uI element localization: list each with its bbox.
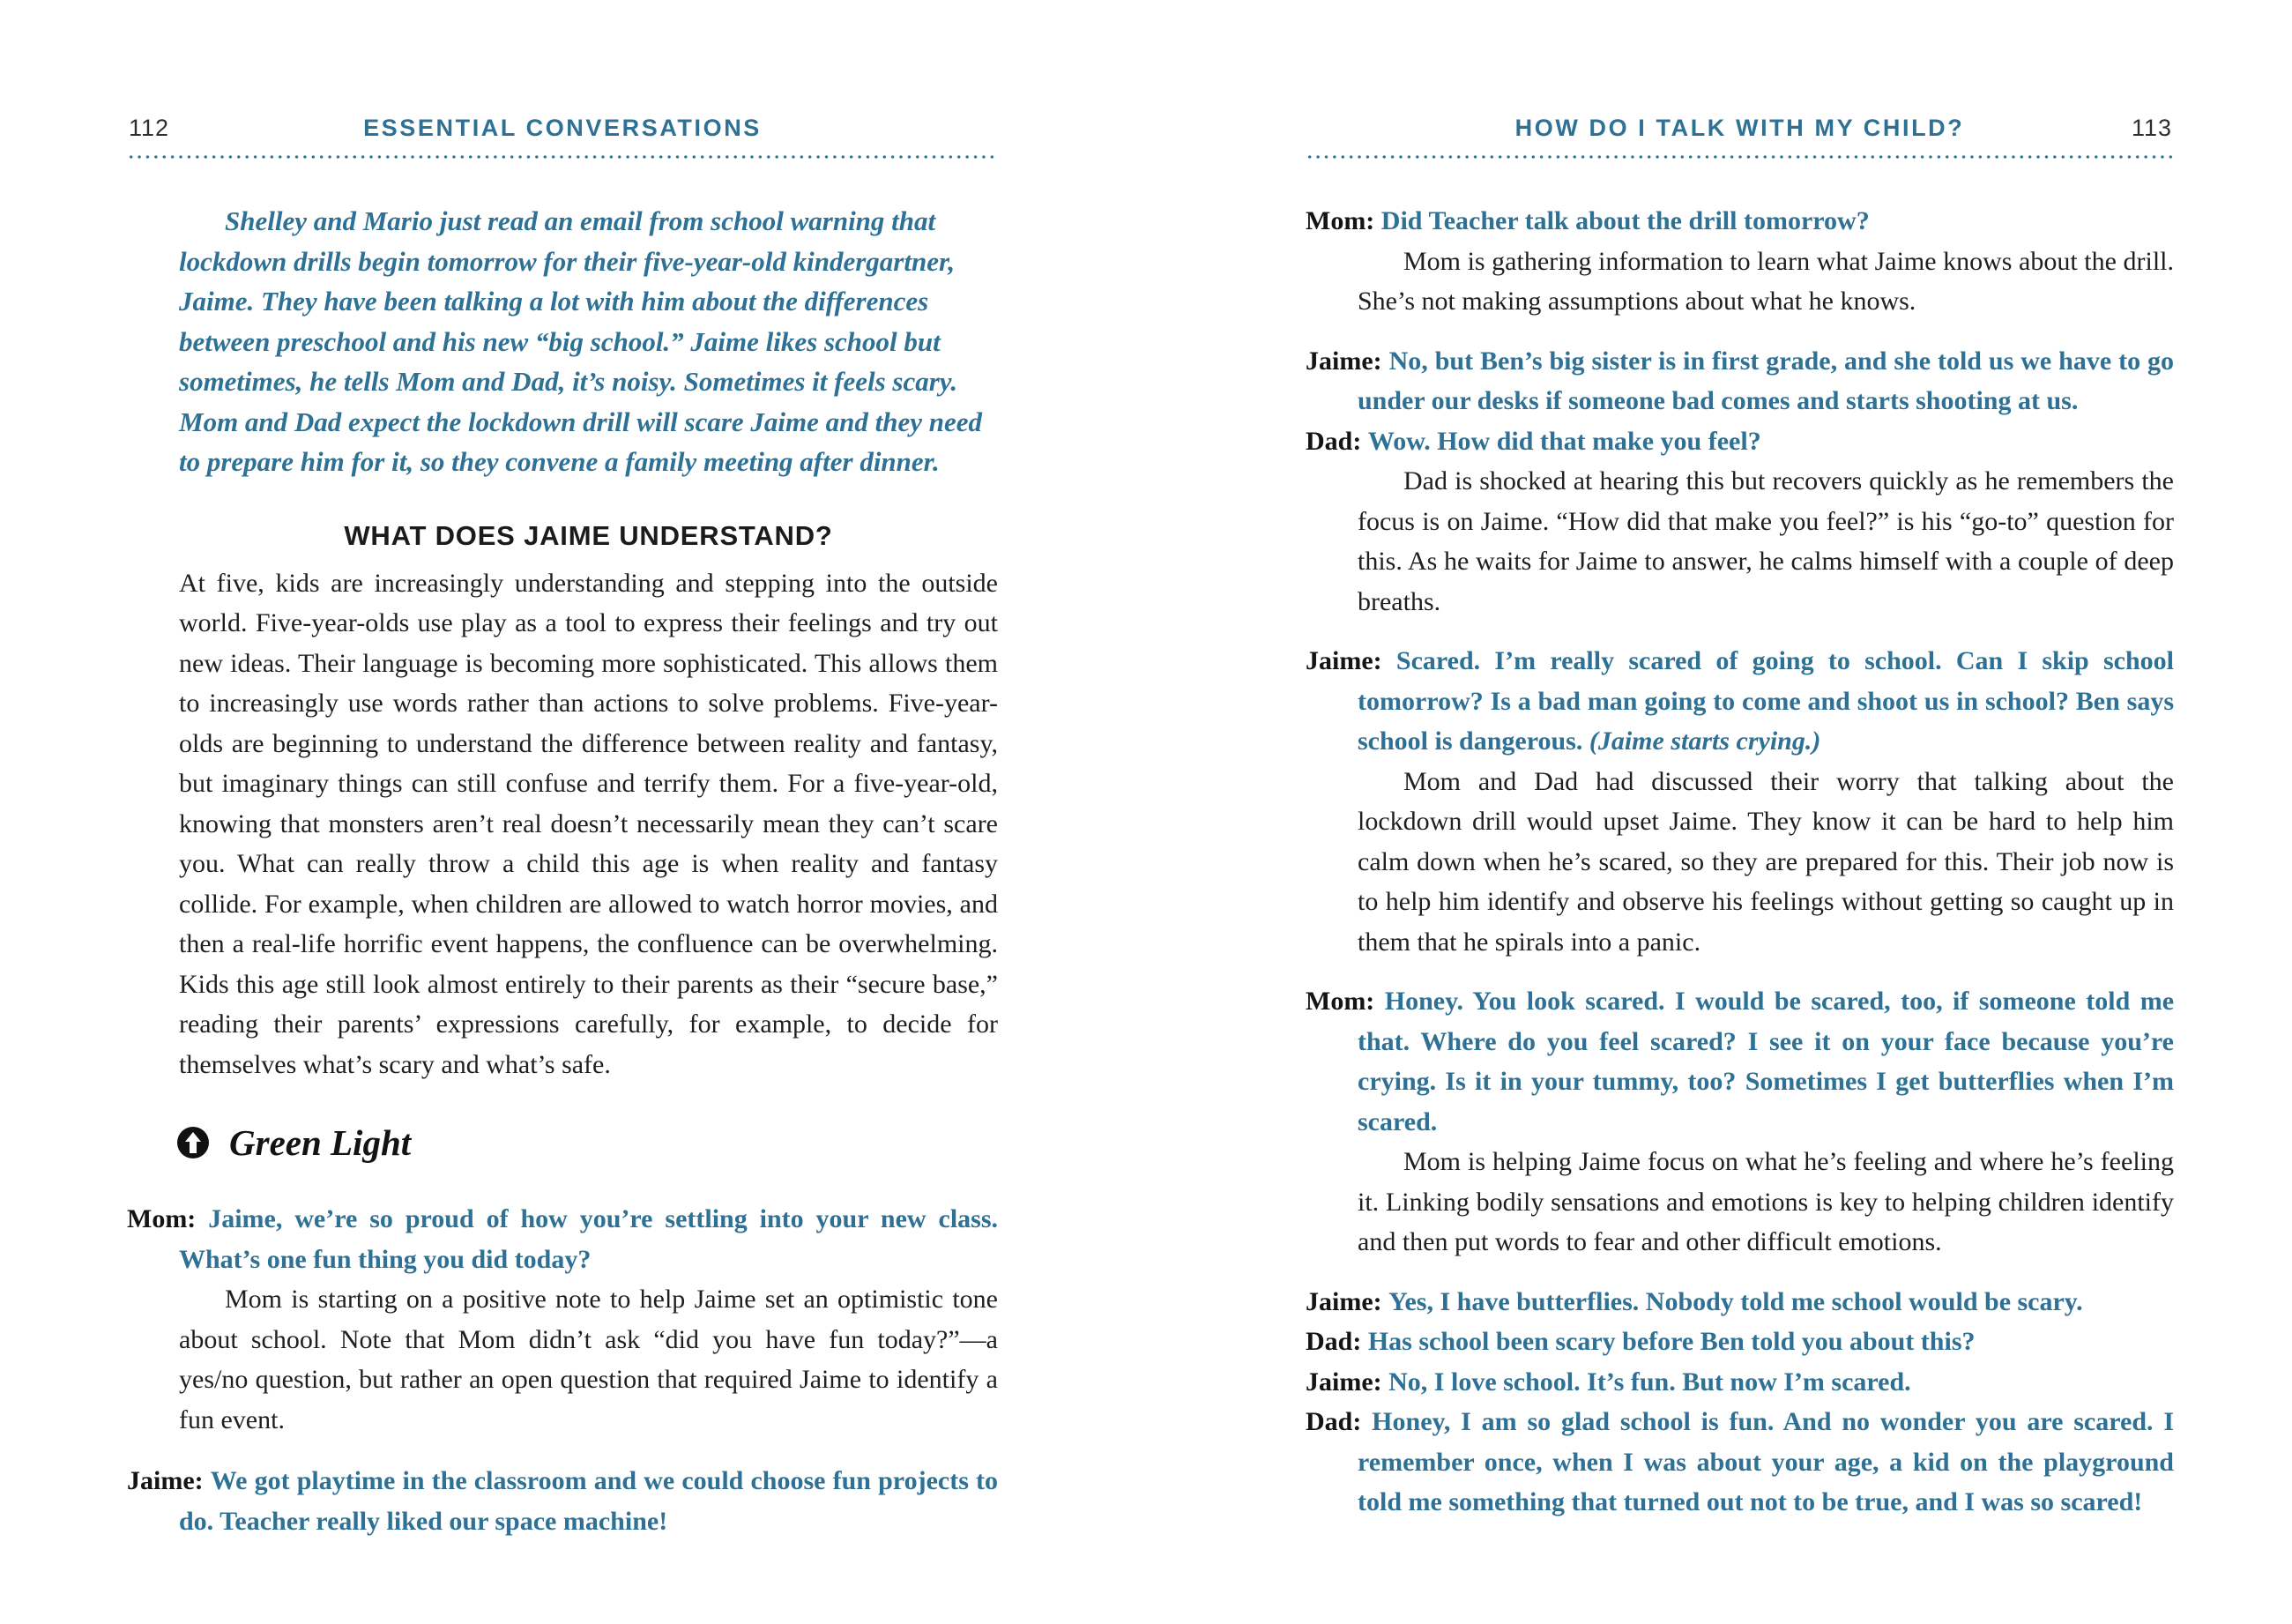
dialogue-line [127, 1199, 998, 1279]
stage-direction: (Jaime starts crying.) [1589, 726, 1821, 756]
dialogue-text: We got playtime in the classroom and we could choose fun projects to do. Teacher really liked our space machine! [179, 1466, 998, 1536]
speaker-label: Jaime: [1306, 1367, 1382, 1397]
dialogue-line [1306, 201, 2174, 242]
dialogue-text: Yes, I have butterflies. Nobody told me school would be scary. [1388, 1286, 2083, 1316]
text-column [1306, 0, 2174, 1523]
speaker-label: Jaime: [127, 1466, 204, 1495]
speaker-label: Jaime: [1306, 346, 1382, 376]
dialogue-text: No, I love school. It’s fun. But now I’m scared. [1388, 1367, 1911, 1397]
dialogue-text: Wow. How did that make you feel? [1367, 426, 1761, 456]
dialogue-text: Jaime, we’re so proud of how you’re settling into your new class. What’s one fun thing you did today? [179, 1204, 999, 1274]
dialogue-note: Mom is starting on a positive note to help Jaime set an optimistic tone about school. Note that Mom didn’t ask “did you have fun today?”—a yes/no question, but rather an open question that required Jaime to identify a fun event. [179, 1285, 998, 1434]
green-light-heading [176, 1121, 998, 1164]
dialogue-line [1306, 641, 2174, 762]
dialogue-line [1306, 981, 2174, 1142]
speaker-label: Jaime: [1306, 646, 1382, 675]
speaker-label: Jaime: [1306, 1286, 1382, 1316]
page-number: 112 [129, 115, 170, 141]
speaker-label: Mom: [1306, 206, 1375, 235]
dialogue-note: Mom and Dad had discussed their worry that talking about the lockdown drill would upset Jaime. They know it can be hard to help him calm down when he’s scared, so they are prepared for this. Their job now is to help him identify and observe his feelings without getting so caught up in them that he spirals into a panic. [1358, 766, 2174, 957]
dialogue-line [1306, 1402, 2174, 1523]
body-paragraph: At five, kids are increasingly understanding and stepping into the outside world. Five-year-olds use play as a tool to express their feelings and try out new ideas. Their language is becoming more sophisticated. This allows them to increasingly use words rather than actions to solve problems. Five-year-olds are beginning to understand the difference between reality and fantasy, but imaginary things can still confuse and terrify them. For a five-year-old, knowing that monsters aren’t real doesn’t necessarily mean they can’t scare you. What can really throw a child this age is when reality and fantasy collide. For example, when children are allowed to watch horror movies, and then a real-life horrific event happens, the confluence can be overwhelming. Kids this age still look almost entirely to their parents as their “secure base,” reading their parents’ expressions carefully, for example, to decide for themselves what’s scary and what’s safe. [179, 568, 998, 1079]
dialogue-note: Mom is helping Jaime focus on what he’s feeling and where he’s feeling it. Linking bodily sensations and emotions is key to helping children identify and then put words to fear and other difficult emotions. [1358, 1147, 2174, 1256]
scenario-intro: Shelley and Mario just read an email from school warning that lockdown drills begin tomorrow for their five-year-old kindergartner, Jaime. They have been talking a lot with him about the differences between preschool and his new “big school.” Jaime likes school but sometimes, he tells Mom and Dad, it’s noisy. Sometimes it feels scary. Mom and Dad expect the lockdown drill will scare Jaime and they need to prepare him for it, so they convene a family meeting after dinner. [179, 205, 983, 477]
page-right-113 [1146, 0, 2292, 1624]
green-light-label: Green Light [229, 1122, 412, 1163]
dialogue-text: Has school been scary before Ben told you about this? [1367, 1327, 1976, 1356]
running-header-title: HOW DO I TALK WITH MY CHILD? [1514, 115, 1965, 141]
dialogue-line [1306, 1282, 2174, 1322]
speaker-label: Dad: [1306, 1327, 1362, 1356]
dialogue-line [1306, 341, 2174, 421]
speaker-label: Mom: [1306, 987, 1375, 1016]
dialogue-line [1306, 1322, 2174, 1362]
green-light-icon [176, 1126, 210, 1159]
speaker-label: Mom: [127, 1204, 197, 1233]
page-number: 113 [2131, 115, 2172, 141]
running-header-title: ESSENTIAL CONVERSATIONS [363, 115, 762, 141]
dialogue-text: No, but Ben’s big sister is in first grade, and she told us we have to go under our desks if someone bad comes and starts shooting at us. [1358, 346, 2175, 415]
dialogue-text: Honey, I am so glad school is fun. And no wonder you are scared. I remember once, when I was about your age, a kid on the playground told me something that turned out not to be true, and I was so scared! [1358, 1407, 2174, 1516]
dialogue-text: Did Teacher talk about the drill tomorrow? [1380, 206, 1870, 235]
dialogue-line [127, 1461, 998, 1541]
speaker-label: Dad: [1306, 1407, 1362, 1436]
text-column [127, 0, 998, 1541]
speaker-label: Dad: [1306, 426, 1362, 456]
dialogue-note: Dad is shocked at hearing this but recovers quickly as he remembers the focus is on Jaime. “How did that make you feel?” is his “go-to” question for this. As he waits for Jaime to answer, he calms himself with a couple of deep breaths. [1358, 466, 2174, 616]
dialogue-note: Mom is gathering information to learn what Jaime knows about the drill. She’s not making assumptions about what he knows. [1358, 246, 2174, 316]
dialogue-line [1306, 1362, 2174, 1403]
dialogue-text: Scared. I’m really scared of going to school. Can I skip school tomorrow? Is a bad man going to come and shoot us in school? Ben says school is dangerous. [1358, 646, 2175, 756]
dialogue-text: Honey. You look scared. I would be scared, too, if someone told me that. Where do you feel scared? I see it on your face because you’re crying. Is it in your tummy, too? Sometimes I get butterflies when I’m scared. [1358, 987, 2175, 1136]
section-heading: WHAT DOES JAIME UNDERSTAND? [344, 519, 833, 551]
dialogue-line [1306, 421, 2174, 462]
